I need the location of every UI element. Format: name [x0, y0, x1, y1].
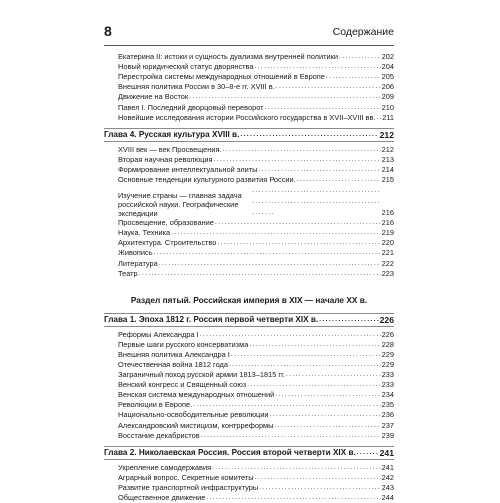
toc-entry: Екатерина II: истоки и сущность дуализма внутренней политики . . . 202 — [104, 52, 394, 62]
toc-entry: Общественное движение . . . 244 — [104, 493, 394, 503]
toc-entry: Александровский мистицизм, контрреформы . . . 237 — [104, 420, 394, 430]
toc-entry: Архитектура. Строительство . . . 220 — [104, 238, 394, 248]
chapter-heading: Глава 1. Эпоха 1812 г. Россия первой четверти XIX в. . . . 226 — [104, 314, 394, 326]
chapter-heading: Глава 4. Русская культура XVIII в. . . . 212 — [104, 129, 394, 141]
toc-entry: Живопись . . . 221 — [104, 248, 394, 258]
toc-entry: Новый юридический статус дворянства . . . 204 — [104, 62, 394, 72]
toc-entry: Заграничный поход русской армии 1813–1815 гг. . . . 233 — [104, 370, 394, 380]
toc-entry: Первые шаги русского консерватизма . . . 228 — [104, 340, 394, 350]
toc-entry: Венская система международных отношений . . . 234 — [104, 390, 394, 400]
running-title: Содержание — [332, 26, 394, 38]
toc-entry: Основные тенденции культурного развития России. . . . 215 — [104, 175, 394, 185]
divider — [104, 141, 394, 142]
divider — [104, 459, 394, 460]
page-number: 8 — [104, 23, 112, 39]
divider — [104, 326, 394, 327]
toc-entry: Внешняя политика России в 30–8-е гг. XVIII в. . . . 206 — [104, 82, 394, 92]
toc-entry: Реформы Александра I . . . 226 — [104, 330, 394, 340]
toc-entry: Укрепление самодержавия . . . 241 — [104, 463, 394, 473]
table-of-contents — [104, 52, 394, 503]
chapter-heading: Глава 2. Николаевская Россия. Россия второй четверти XIX в. . . . 241 — [104, 447, 394, 459]
toc-entry: Революции в Европе. . . . 235 — [104, 400, 394, 410]
toc-entry: XVIII век — век Просвещения. . . . 212 — [104, 145, 394, 155]
toc-entry: Наука. Техника . . . 219 — [104, 228, 394, 238]
toc-entry: Восстание декабристов . . . 239 — [104, 431, 394, 441]
toc-entry: Венский конгресс и Священный союз . . . 233 — [104, 380, 394, 390]
toc-entry: Развитие транспортной инфраструктуры . . . 243 — [104, 483, 394, 493]
section-title: Раздел пятый. Российская империя в XIX — начале XX в. — [130, 294, 368, 305]
toc-entry: Новейшие исследования истории Российского государства в XVII–XVIII вв. . . . 211 — [104, 113, 394, 123]
toc-entry: Внешняя политика Александра I . . . 229 — [104, 350, 394, 360]
toc-entry: Движение на Восток . . . 209 — [104, 92, 394, 102]
toc-entry: Изучение страны — главная задача российской науки. Географические экспедиции . . . 216 — [104, 185, 394, 218]
toc-entry: Павел I. Последний дворцовый переворот . . . 210 — [104, 102, 394, 112]
toc-entry: Театр . . . 223 — [104, 269, 394, 279]
toc-entry: Национально-освободительные революции . . . 236 — [104, 410, 394, 420]
toc-entry: Вторая научная революция . . . 213 — [104, 155, 394, 165]
toc-entry: Перестройка системы международных отношений в Европе . . . 205 — [104, 72, 394, 82]
toc-entry: Просвещение, образование . . . 216 — [104, 218, 394, 228]
toc-entry: Литература . . . 222 — [104, 258, 394, 268]
page-header — [104, 23, 394, 46]
toc-entry: Аграрный вопрос. Секретные комитеты . . . 242 — [104, 473, 394, 483]
toc-entry: Формирование интеллектуальной элиты . . . 214 — [104, 165, 394, 175]
toc-entry: Отечественная война 1812 года . . . 229 — [104, 360, 394, 370]
